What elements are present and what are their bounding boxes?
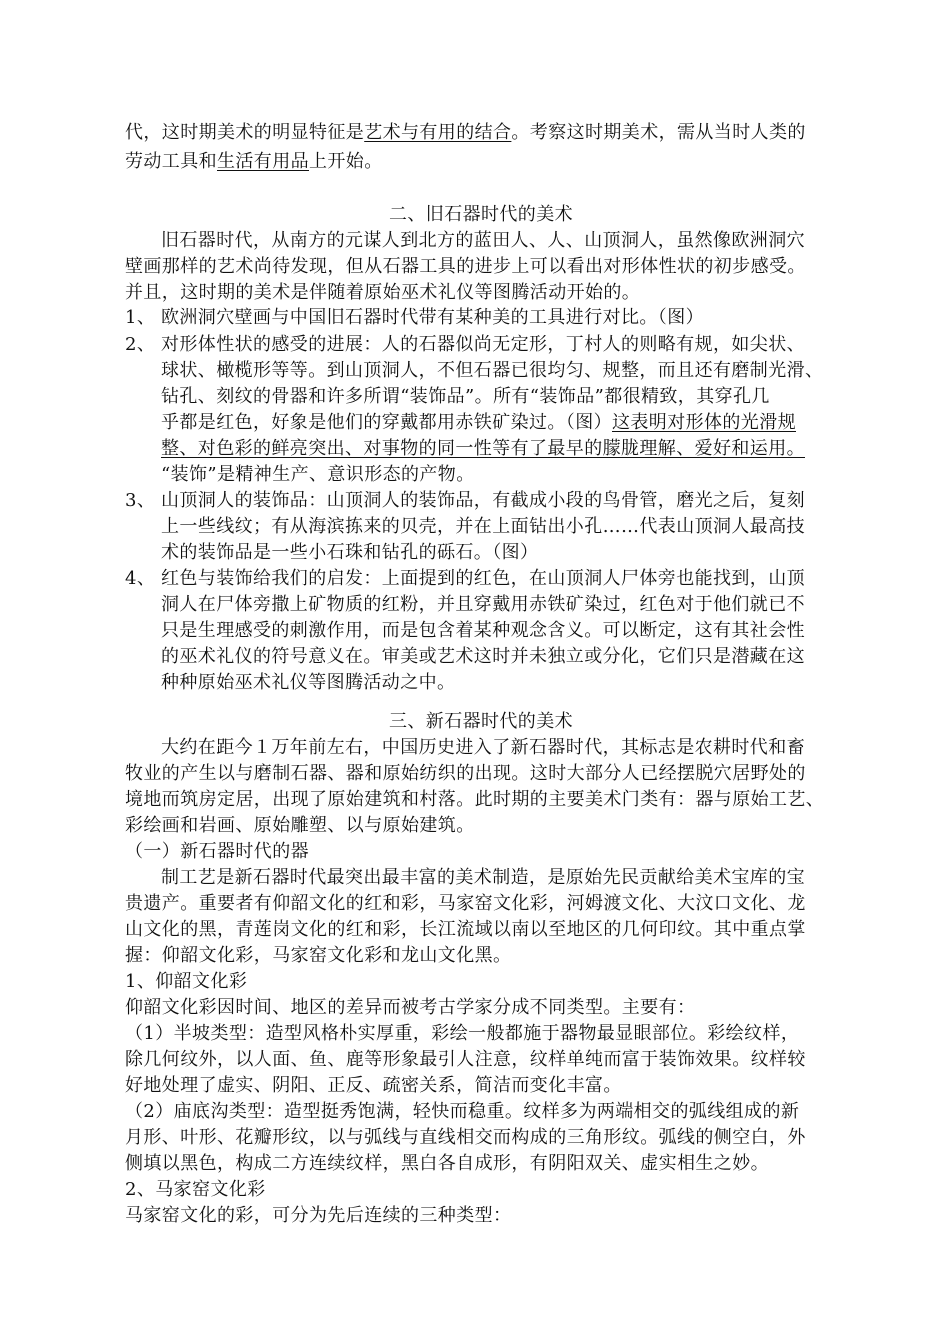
list-number: 3、 <box>125 490 156 511</box>
paragraph-line: 大约在距今１万年前左右，中国历史进入了新石器时代，其标志是农耕时代和畜 <box>161 737 805 758</box>
paragraph-line: 侧填以黑色，构成二方连续纹样，黑白各自成形，有阴阳双关、虚实相生之妙。 <box>125 1153 769 1174</box>
underlined-phrase: 整、对色彩的鲜亮突出、对事物的同一性等有了最早的朦胧理解、爱好和运用。 <box>161 438 805 459</box>
paragraph-line: 山文化的黑，青莲岗文化的红和彩，长江流域以南以至地区的几何印纹。其中重点掌 <box>125 919 806 940</box>
paragraph-line: 制工艺是新石器时代最突出最丰富的美术制造，是原始先民贡献给美术宝库的宝 <box>161 867 805 888</box>
paragraph-line: 彩绘画和岩画、原始雕塑、以与原始建筑。 <box>125 815 475 836</box>
subheading: 1、仰韶文化彩 <box>125 971 248 992</box>
paragraph-line: 除几何纹外，以人面、鱼、鹿等形象最引人注意，纹样单纯而富于装饰效果。纹样较 <box>125 1049 806 1070</box>
paragraph-line: 月形、叶形、花瓣形纹，以与弧线与直线相交而构成的三角形纹。弧线的侧空白，外 <box>125 1127 806 1148</box>
paragraph-line: （1）半坡类型：造型风格朴实厚重，彩绘一般都施于器物最显眼部位。彩绘纹样， <box>125 1023 800 1044</box>
list-text: 欧洲洞穴壁画与中国旧石器时代带有某种美的工具进行对比。（图） <box>161 307 704 328</box>
paragraph-line: （2）庙底沟类型：造型挺秀饱满，轻快而稳重。纹样多为两端相交的弧线组成的新 <box>125 1101 800 1122</box>
list-text: 对形体性状的感受的进展：人的石器似尚无定形，丁村人的则略有规，如尖状、 <box>161 334 805 355</box>
paragraph-line: 仰韶文化彩因时间、地区的差异而被考古学家分成不同类型。主要有： <box>125 997 696 1018</box>
paragraph-line: 旧石器时代，从南方的元谋人到北方的蓝田人、人、山顶洞人，虽然像欧洲洞穴 <box>161 230 805 251</box>
section-heading: 三、新石器时代的美术 <box>389 711 573 732</box>
paragraph-line: 好地处理了虚实、阴阳、正反、疏密关系，简洁而变化丰富。 <box>125 1075 622 1096</box>
intro-line-1 <box>125 121 837 145</box>
list-continuation: 术的装饰品是一些小石珠和钻孔的砾石。（图） <box>161 542 539 563</box>
underlined-phrase: 这表明对形体的光滑规 <box>612 412 796 433</box>
list-item <box>125 306 837 330</box>
list-continuation: 种种原始巫术礼仪等图腾活动之中。 <box>161 672 456 693</box>
list-continuation: 洞人在尸体旁撒上矿物质的红粉，并且穿戴用赤铁矿染过，红色对于他们就已不 <box>161 594 805 615</box>
list-continuation: 上一些线纹；有从海滨拣来的贝壳，并在上面钻出小孔……代表山顶洞人最高技 <box>161 516 805 537</box>
list-text: 乎都是红色，好象是他们的穿戴都用赤铁矿染过。（图） <box>161 412 612 433</box>
underlined-phrase: 艺术与有用的结合 <box>364 122 512 143</box>
list-item <box>125 567 837 591</box>
list-continuation: 的巫术礼仪的符号意义在。审美或艺术这时并未独立或分化，它们只是潜藏在这 <box>161 646 805 667</box>
paragraph-line: 握：仰韶文化彩，马家窑文化彩和龙山文化黑。 <box>125 945 512 966</box>
intro-text: 上开始。 <box>309 151 383 172</box>
list-continuation <box>125 437 837 461</box>
list-continuation: 只是生理感受的刺激作用，而是包含着某种观念含义。可以断定，这有其社会性 <box>161 620 805 641</box>
list-continuation: “装饰”是精神生产、意识形态的产物。 <box>161 464 475 485</box>
paragraph-line: 贵遗产。重要者有仰韶文化的红和彩，马家窑文化彩，河姆渡文化、大汶口文化、龙 <box>125 893 806 914</box>
intro-text: 。考察这时期美术，需从当时人类的 <box>511 122 806 143</box>
paragraph-line: 牧业的产生以与磨制石器、器和原始纺织的出现。这时大部分人已经摆脱穴居野处的 <box>125 763 806 784</box>
list-number: 1、 <box>125 307 156 328</box>
intro-text: 劳动工具和 <box>125 151 217 172</box>
subheading: （一）新石器时代的器 <box>125 841 309 862</box>
underlined-phrase: 生活有用品 <box>217 151 309 172</box>
list-number: 2、 <box>125 334 156 355</box>
list-item <box>125 489 837 513</box>
intro-text: 代，这时期美术的明显特征是 <box>125 122 365 143</box>
paragraph-line: 马家窑文化的彩，可分为先后连续的三种类型： <box>125 1205 512 1226</box>
intro-line-2 <box>125 150 837 174</box>
list-text: 红色与装饰给我们的启发：上面提到的红色，在山顶洞人尸体旁也能找到，山顶 <box>161 568 805 589</box>
list-item <box>125 333 837 357</box>
list-text: 山顶洞人的装饰品：山顶洞人的装饰品，有截成小段的鸟骨管，磨光之后，复刻 <box>161 490 805 511</box>
list-continuation: 钻孔、刻纹的骨器和许多所谓“装饰品”。所有“装饰品”都很精致，其穿孔几 <box>161 386 770 407</box>
paragraph-line: 壁画那样的艺术尚待发现，但从石器工具的进步上可以看出对形体性状的初步感受。 <box>125 256 806 277</box>
list-continuation <box>125 411 837 435</box>
paragraph-line: 并且，这时期的美术是伴随着原始巫术礼仪等图腾活动开始的。 <box>125 282 641 303</box>
section-heading: 二、旧石器时代的美术 <box>389 204 573 225</box>
subheading: 2、马家窑文化彩 <box>125 1179 266 1200</box>
paragraph-line: 境地而筑房定居，出现了原始建筑和村落。此时期的主要美术门类有：器与原始工艺、 <box>125 789 825 810</box>
list-continuation: 球状、橄榄形等等。到山顶洞人，不但石器已很均匀、规整，而且还有磨制光滑、 <box>161 360 824 381</box>
list-number: 4、 <box>125 568 156 589</box>
